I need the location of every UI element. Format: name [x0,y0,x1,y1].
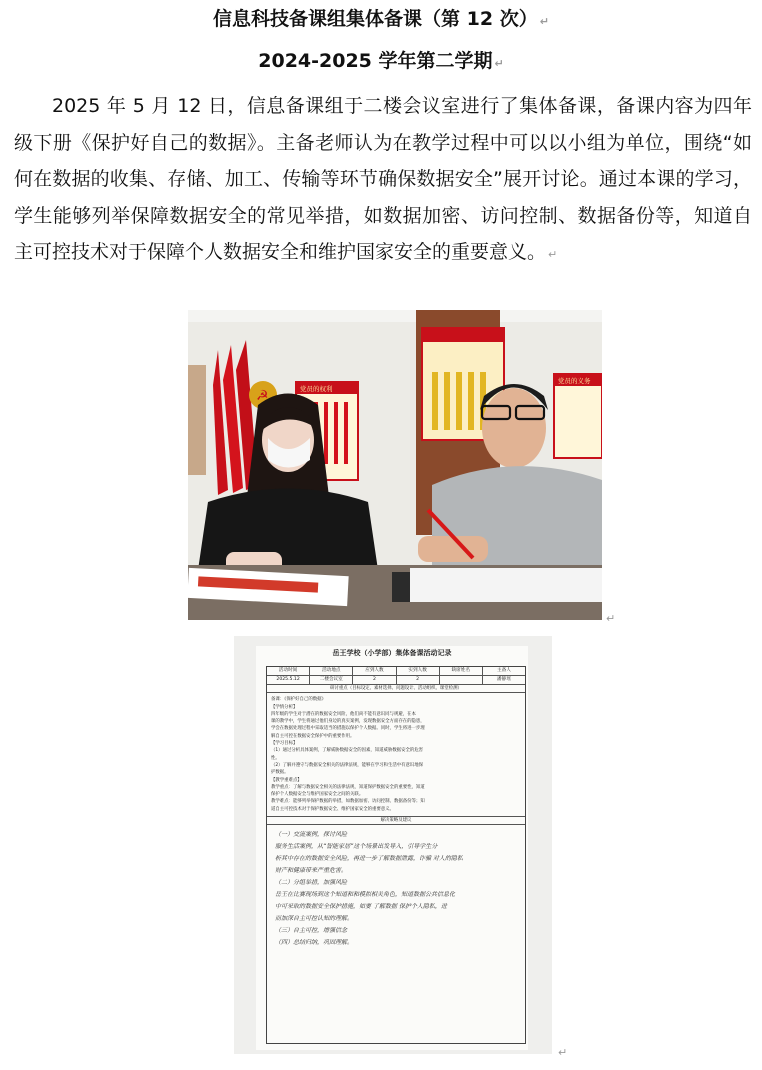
meeting-photo-illustration [188,310,602,620]
record-header-row [267,667,525,676]
record-title: 岳王学校（小学部）集体备课活动记录 [332,649,452,657]
value-cell [440,676,483,684]
page-subtitle: 2024-2025 学年第二学期 ↵ [258,50,504,72]
discussion-focus-header: 研讨重点（目标设定、素材选择、问题设计、活动组织、课堂检测） [267,685,525,693]
typed-notes [267,693,525,813]
note-line: 道自主可控技术对于保护数据安全、维护国家安全的重要意义。 [271,806,394,812]
paragraph-mark-icon: ↵ [606,612,616,625]
record-sheet [256,646,528,1050]
handwriting-line: 财产和健康带来严重危害。 [275,867,348,875]
value-cell: 潘静瑶 [497,677,511,682]
poster-right-label: 党员的义务 [558,377,591,385]
header-cell: 应到人数 [353,667,396,675]
handwriting-line: 析其中存在的数据安全风险，再进一步了解数据泄露，诈骗 对人的隐私 [275,855,463,863]
header-cell: 缺席姓名 [440,667,483,675]
record-table [266,666,526,1044]
header-cell: 实到人数 [397,667,440,675]
handwriting-line: 岳王在比赛现场到这个知道和和模拟相关角色，知道数据公共信息化 [275,891,456,899]
strategy-header: 解决策略及建议 [267,816,525,825]
record-value-row [267,676,525,685]
body-paragraph: 2025 年 5 月 12 日，信息备课组于二楼会议室进行了集体备课，备课内容为四年级下册《保护好自己的数据》。主备老师认为在教学过程中可以以小组为单位，围绕“如何在数据的收集、存储、加工、传输等环节确保数据安全”展开讨论。通过本课的学习，学生能够列举保障数据安全的常见举措，如数据加密、访问控制、数据备份等，知道自主可控技术对于保障个人数据安全和维护国家安全的重要意义。 ↵ [14,95,752,263]
note-line: 备课：《保护好自己的数据》 [271,697,326,703]
note-line: 性。 [271,755,280,761]
value-cell: 二楼会议室 [310,676,353,684]
paragraph-mark-icon: ↵ [494,57,504,70]
handwriting-line: 而加深自主可控认知的理解。 [275,915,354,923]
handwriting-line: （一）交流案例，探讨风险 [275,831,348,839]
svg-text:☭: ☭ [256,388,269,404]
lesson-record-scan [234,636,552,1054]
paragraph-mark-icon: ↵ [558,1046,568,1059]
paragraph-mark-icon: ↵ [539,15,549,28]
note-line: 保护个人数据安全与维护国家安全之间的关联。 [271,792,364,798]
header-cell: 活动地点 [310,667,353,675]
note-line: 【学情分析】 [271,704,298,710]
note-line: 四年级的学生对于潜在的数据安全风险，他们尚不能有意识同与规避，在本 [271,711,416,717]
note-line: 课的教学中，学生将通过他们身边的真实案例，发现数据安全方面存在的隐患， [271,719,425,725]
note-line: 教学难点：能够列举保护数据的举措，如数据加密、访问控制、数据备份等；知 [271,799,425,805]
note-line: 教学重点：了解与数据安全相关的法律法规，知道保护数据安全的重要性，知道 [271,784,425,790]
value-cell: 2 [397,676,440,684]
note-line: 学会在数据处理过程中采取适当的措施以保护个人数据。同时，学生将进一步理 [271,726,425,732]
handwritten-notes [267,825,525,949]
handwriting-line: （三）自主可控，增强信念 [275,927,348,935]
note-line: 护数据。 [271,770,289,776]
header-cell: 活动时间 [267,667,310,675]
handwriting-line: 中可采取的数据安全保护措施，如要 了解数据 保护个人隐私，进 [275,903,447,911]
handwriting-line: 服务生活案例，从“智能家居”这个场景出发导入，引导学生分 [275,843,438,851]
meeting-photo [188,310,602,620]
handwriting-line: （四）总结归纳，巩固理解。 [275,939,354,947]
handwriting-line: （二）分组举措，加强风险 [275,879,348,887]
header-cell: 主备人 [497,668,511,673]
note-line: 解自主可控在数据安全保护中的重要作用。 [271,733,355,739]
paragraph-mark-icon: ↵ [548,248,558,261]
value-cell: 2 [353,676,396,684]
poster-left-label: 党员的权利 [300,385,333,393]
note-line: 【学习目标】 [271,741,298,747]
note-line: 【教学重难点】 [271,777,302,783]
value-cell: 2025.5.12 [267,676,310,684]
note-line: （1）通过分析具体案例，了解威胁数据安全的因素，知道威胁数据安全的危害 [271,748,424,754]
note-line: （2）了解并遵守与数据安全相关的法律法规，能够在学习和生活中有意识地保 [271,762,424,768]
page-title: 信息科技备课组集体备课（第 12 次） ↵ [213,8,549,30]
